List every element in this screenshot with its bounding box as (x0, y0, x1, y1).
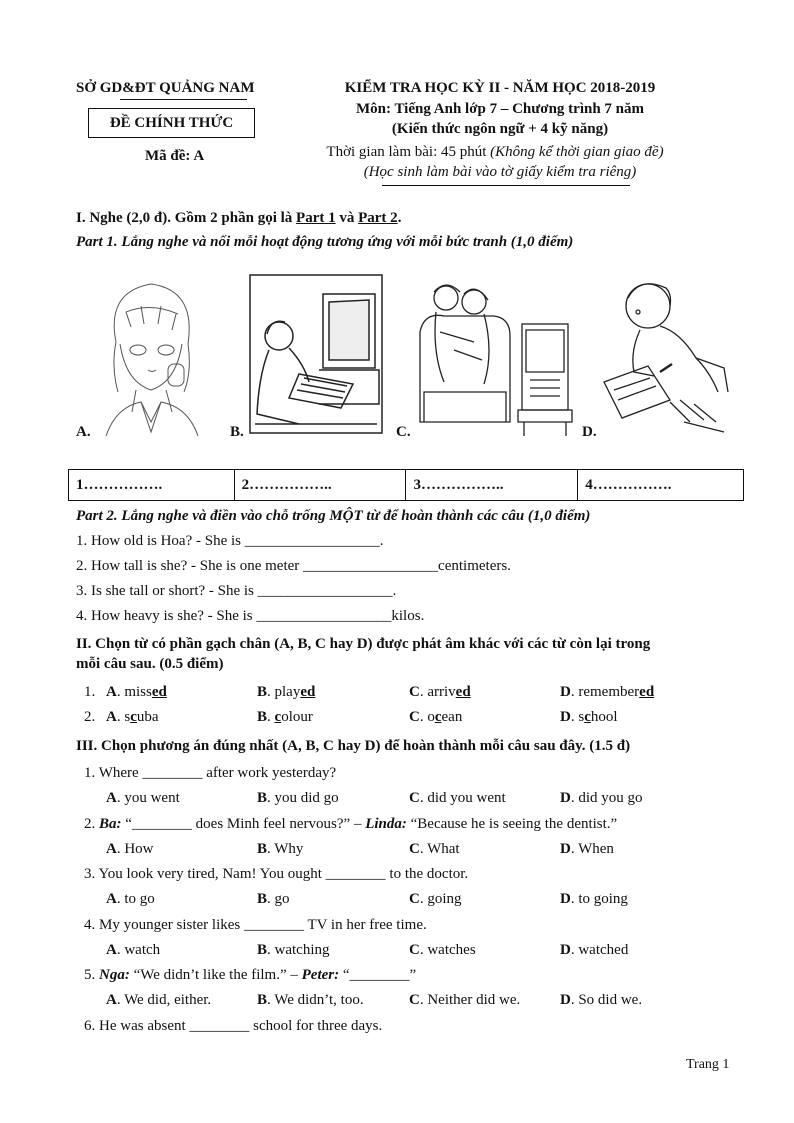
time-note: (Không kể thời gian giao đề) (490, 144, 664, 160)
question-5: 5. Nga: “We didn’t like the film.” – Peter: “________” (84, 967, 417, 983)
q3-option-c[interactable]: C. going (409, 891, 462, 907)
part2-title: Part 2. Lắng nghe và điền vào chỗ trống MỘT từ để hoàn thành các câu (1,0 điểm) (76, 508, 591, 524)
q3-option-d[interactable]: D. to going (560, 891, 628, 907)
option-c[interactable]: C. arrived (409, 684, 471, 700)
q5-option-d[interactable]: D. So did we. (560, 992, 643, 1008)
q3-option-b[interactable]: B. go (257, 891, 290, 907)
q1-option-c[interactable]: C. did you went (409, 790, 506, 806)
fill-blank[interactable]: __________________ (257, 583, 393, 599)
fill-blank[interactable]: __________________ (303, 558, 439, 574)
q4-option-d[interactable]: D. watched (560, 942, 629, 958)
q2-option-b[interactable]: B. Why (257, 841, 304, 857)
section2-title-line2: mỗi câu sau. (0.5 điểm) (76, 656, 224, 672)
section3-title: III. Chọn phương án đúng nhất (A, B, C hay D) để hoàn thành mỗi câu sau đây. (1.5 đ) (76, 738, 631, 754)
option-a[interactable]: A. missed (106, 684, 167, 700)
option-d[interactable]: D. school (560, 709, 618, 725)
item-number: 1. (84, 684, 96, 700)
answer-cell-2[interactable]: 2…………….. (234, 470, 406, 501)
question-2: 2. Ba: “________ does Minh feel nervous?” – Linda: “Because he is seeing the dentist.” (84, 816, 618, 832)
exam-code: Mã đề: A (145, 148, 205, 164)
q1-option-b[interactable]: B. you did go (257, 790, 339, 806)
part2-item-1: 1. How old is Hoa? - She is __________________. (76, 533, 384, 549)
q5-option-a[interactable]: A. We did, either. (106, 992, 212, 1008)
answer-cell-4[interactable]: 4……………. (578, 470, 744, 501)
question-3: 3. You look very tired, Nam! You ought ________ to the doctor. (84, 866, 469, 882)
boy-drawing-illustration (600, 272, 736, 438)
answer-cell-1[interactable]: 1……………. (69, 470, 235, 501)
time-label: Thời gian làm bài: 45 phút (326, 144, 491, 160)
option-b[interactable]: B. played (257, 684, 316, 700)
section1-title: I. Nghe (2,0 đ). Gồm 2 phần gọi là Part 1 và Part 2. (76, 210, 402, 226)
q2-option-d[interactable]: D. When (560, 841, 614, 857)
exam-subject: Môn: Tiếng Anh lớp 7 – Chương trình 7 năm (355, 101, 645, 117)
q4-option-b[interactable]: B. watching (257, 942, 330, 958)
q5-option-b[interactable]: B. We didn’t, too. (257, 992, 364, 1008)
boy-at-computer-illustration (249, 274, 383, 434)
q4-option-c[interactable]: C. watches (409, 942, 476, 958)
part1-answer-table (68, 469, 744, 501)
section2-title-line1: II. Chọn từ có phần gạch chân (A, B, C hay D) được phát âm khác với các từ còn lại trong (76, 636, 651, 652)
option-d[interactable]: D. remembered (560, 684, 655, 700)
paper-note: (Học sinh làm bài vào tờ giấy kiểm tra riêng) (363, 164, 637, 180)
part1-ref: Part 1 (296, 210, 336, 226)
q1-option-d[interactable]: D. did you go (560, 790, 643, 806)
exam-time (290, 144, 700, 161)
part1-title: Part 1. Lắng nghe và nối mỗi hoạt động tương ứng với mỗi bức tranh (1,0 điểm) (76, 234, 574, 250)
option-a[interactable]: A. scuba (106, 709, 159, 725)
q1-option-a[interactable]: A. you went (106, 790, 180, 806)
girl-with-headphones-illustration (96, 272, 206, 436)
page-number: Trang 1 (686, 1057, 730, 1072)
q2-option-a[interactable]: A. How (106, 841, 154, 857)
option-b[interactable]: B. colour (257, 709, 313, 725)
part2-ref: Part 2 (358, 210, 398, 226)
part2-item-3: 3. Is she tall or short? - She is __________________. (76, 583, 397, 599)
q3-option-a[interactable]: A. to go (106, 891, 155, 907)
q4-option-a[interactable]: A. watch (106, 942, 161, 958)
department-name: SỞ GD&ĐT QUẢNG NAM (76, 80, 255, 96)
picture-label-d: D. (582, 424, 597, 440)
picture-label-a: A. (76, 424, 91, 440)
q2-option-c[interactable]: C. What (409, 841, 460, 857)
part2-item-2: 2. How tall is she? - She is one meter __________________centimeters. (76, 558, 511, 574)
question-4: 4. My younger sister likes ________ TV in her free time. (84, 917, 427, 933)
question-6: 6. He was absent ________ school for three days. (84, 1018, 383, 1034)
couple-on-sofa-watching-tv-illustration (414, 272, 584, 438)
picture-label-b: B. (230, 424, 244, 440)
item-number: 2. (84, 709, 96, 725)
official-stamp: ĐỀ CHÍNH THỨC (88, 108, 255, 138)
q5-option-c[interactable]: C. Neither did we. (409, 992, 521, 1008)
part2-item-4: 4. How heavy is she? - She is __________________kilos. (76, 608, 425, 624)
exam-scope: (Kiến thức ngôn ngữ + 4 kỹ năng) (391, 121, 609, 137)
answer-cell-3[interactable]: 3…………….. (406, 470, 578, 501)
title-underline (382, 185, 630, 186)
fill-blank[interactable]: __________________ (244, 533, 380, 549)
picture-label-c: C. (396, 424, 411, 440)
option-c[interactable]: C. ocean (409, 709, 463, 725)
fill-blank[interactable]: __________________ (256, 608, 392, 624)
exam-title: KIỂM TRA HỌC KỲ II - NĂM HỌC 2018-2019 (344, 80, 656, 96)
dept-underline (120, 99, 247, 100)
question-1: 1. Where ________ after work yesterday? (84, 765, 337, 781)
